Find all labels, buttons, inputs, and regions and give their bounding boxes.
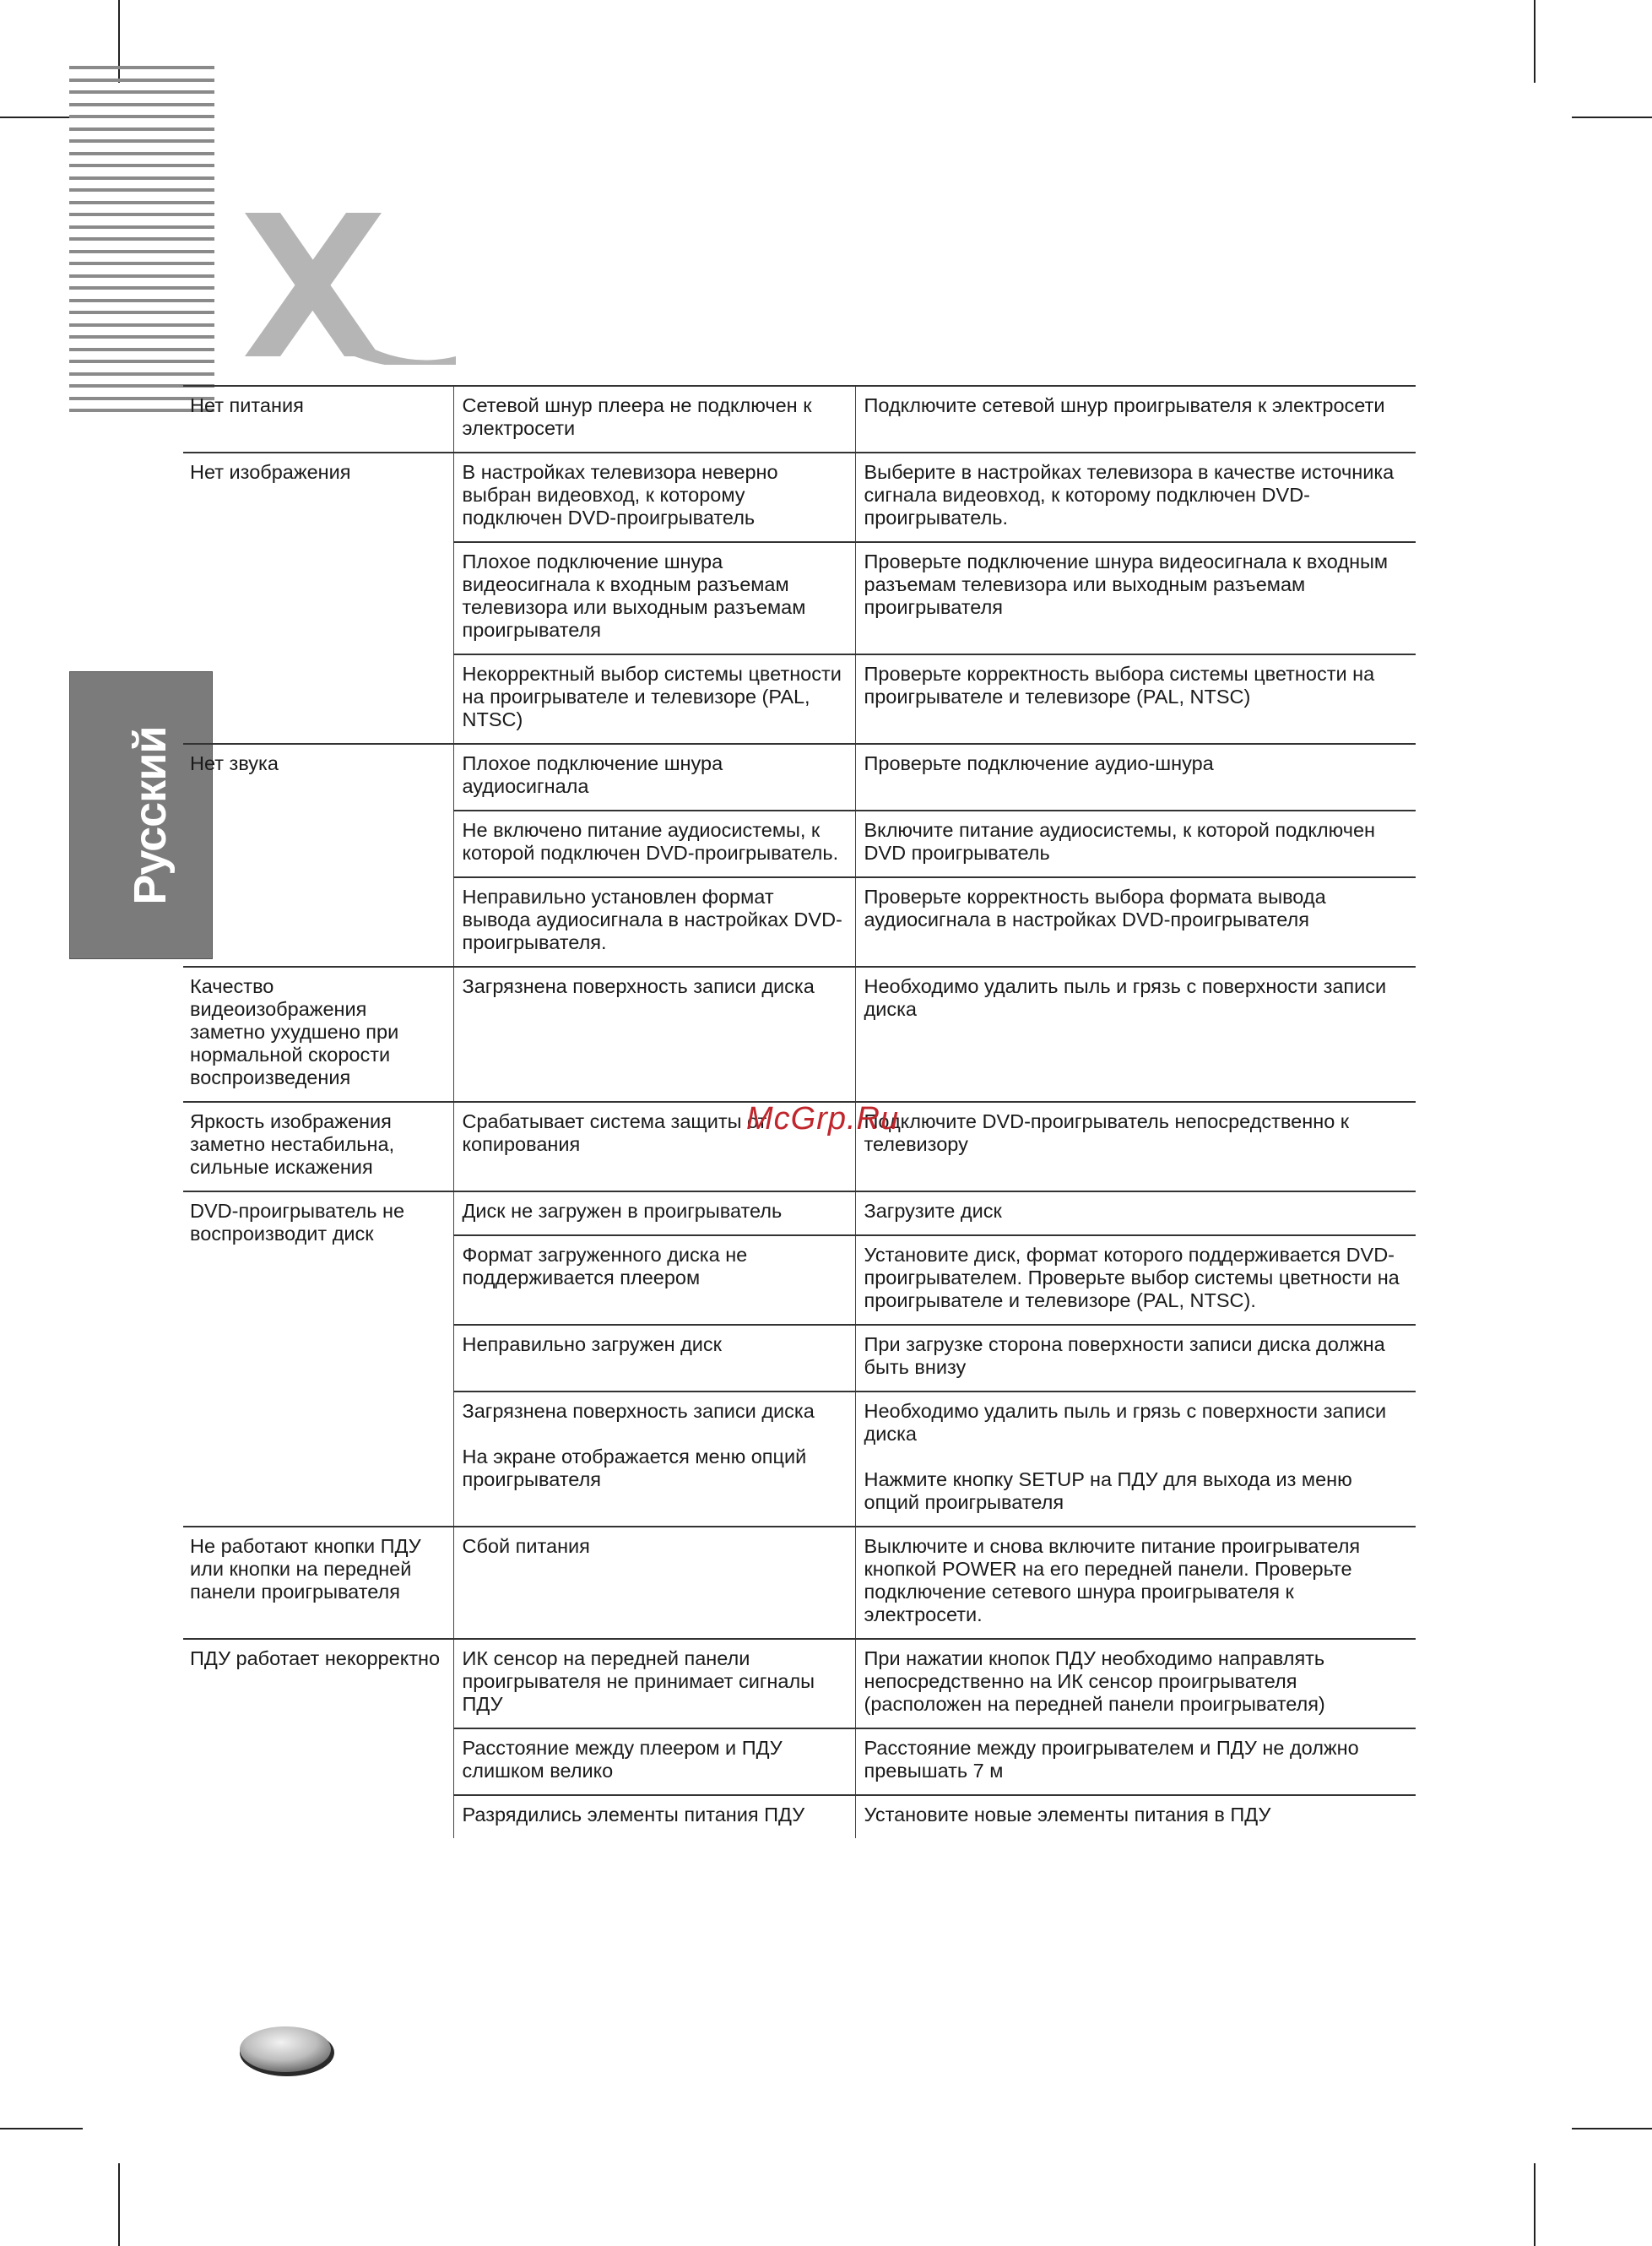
cause-cell: Формат загруженного диска не поддерживается плеером	[453, 1235, 855, 1325]
cause-text: Загрязнена поверхность записи диска	[462, 1400, 815, 1422]
problem-cell: Нет изображения	[183, 453, 453, 744]
crop-mark	[1534, 2163, 1536, 2246]
crop-mark	[1534, 0, 1536, 83]
solution-cell: Выключите и снова включите питание проигрывателя кнопкой POWER на его передней панели. Проверьте подключение сетевого шнура проигрывателя к электросети.	[855, 1527, 1416, 1639]
cause-cell: Неправильно установлен формат вывода аудиосигнала в настройках DVD-проигрывателя.	[453, 877, 855, 967]
crop-mark	[1572, 117, 1652, 118]
cause-cell: Неправильно загружен диск	[453, 1325, 855, 1392]
crop-mark	[1572, 2128, 1652, 2129]
solution-cell: Выберите в настройках телевизора в качестве источника сигнала видеовход, к которому подключен DVD-проигрыватель.	[855, 453, 1416, 542]
problem-cell: Яркость изображения заметно нестабильна, сильные искажения	[183, 1102, 453, 1191]
cause-cell	[453, 1392, 855, 1527]
solution-cell: Установите диск, формат которого поддерживается DVD-проигрывателем. Проверьте выбор системы цветности на проигрывателе и телевизоре (PAL, NTSC).	[855, 1235, 1416, 1325]
solution-cell	[855, 1392, 1416, 1527]
cause-cell: Срабатывает система защиты от копирования	[453, 1102, 855, 1191]
language-tab-label: Русский	[125, 726, 176, 905]
crop-mark	[0, 2128, 83, 2129]
solution-text-secondary: Нажмите кнопку SETUP на ПДУ для выхода из меню опций проигрывателя	[864, 1468, 1352, 1513]
table-row	[183, 967, 1416, 1102]
cause-cell: Плохое подключение шнура аудиосигнала	[453, 744, 855, 811]
cause-cell: Загрязнена поверхность записи диска	[453, 967, 855, 1102]
solution-cell: Проверьте корректность выбора системы цветности на проигрывателе и телевизоре (PAL, NTSC)	[855, 654, 1416, 744]
table-row	[183, 1191, 1416, 1235]
cause-cell: В настройках телевизора неверно выбран видеовход, к которому подключен DVD-проигрыватель	[453, 453, 855, 542]
page-badge-icon	[236, 2022, 338, 2078]
cause-cell: Некорректный выбор системы цветности на проигрывателе и телевизоре (PAL, NTSC)	[453, 654, 855, 744]
solution-cell: При нажатии кнопок ПДУ необходимо направлять непосредственно на ИК сенсор проигрывателя (расположен на передней панели проигрывателя)	[855, 1639, 1416, 1728]
solution-cell: Проверьте подключение шнура видеосигнала к входным разъемам телевизора или выходным разъемам проигрывателя	[855, 542, 1416, 654]
problem-cell: ПДУ работает некорректно	[183, 1639, 453, 1838]
solution-cell: Расстояние между проигрывателем и ПДУ не должно превышать 7 м	[855, 1728, 1416, 1795]
cause-cell: Диск не загружен в проигрыватель	[453, 1191, 855, 1235]
table-row	[183, 1639, 1416, 1728]
table-row	[183, 453, 1416, 542]
problem-cell: Нет питания	[183, 386, 453, 453]
cause-cell: Не включено питание аудиосистемы, к которой подключен DVD-проигрыватель.	[453, 811, 855, 877]
solution-cell: Проверьте корректность выбора формата вывода аудиосигнала в настройках DVD-проигрывателя	[855, 877, 1416, 967]
solution-cell: Подключите сетевой шнур проигрывателя к электросети	[855, 386, 1416, 453]
cause-cell: Плохое подключение шнура видеосигнала к входным разъемам телевизора или выходным разъемам проигрывателя	[453, 542, 855, 654]
table-row	[183, 386, 1416, 453]
solution-cell: Подключите DVD-проигрыватель непосредственно к телевизору	[855, 1102, 1416, 1191]
solution-text: Необходимо удалить пыль и грязь с поверхности записи диска	[864, 1400, 1387, 1445]
problem-cell: Не работают кнопки ПДУ или кнопки на передней панели проигрывателя	[183, 1527, 453, 1639]
solution-cell: При загрузке сторона поверхности записи диска должна быть внизу	[855, 1325, 1416, 1392]
table-row	[183, 744, 1416, 811]
cause-cell: ИК сенсор на передней панели проигрывателя не принимает сигналы ПДУ	[453, 1639, 855, 1728]
crop-mark	[118, 2163, 120, 2246]
solution-cell: Проверьте подключение аудио-шнура	[855, 744, 1416, 811]
cause-text-secondary: На экране отображается меню опций проигрывателя	[462, 1446, 807, 1490]
table-row	[183, 1527, 1416, 1639]
solution-cell: Установите новые элементы питания в ПДУ	[855, 1795, 1416, 1838]
solution-cell: Необходимо удалить пыль и грязь с поверхности записи диска	[855, 967, 1416, 1102]
problem-cell: Качество видеоизображения заметно ухудшено при нормальной скорости воспроизведения	[183, 967, 453, 1102]
logo-stripes	[69, 66, 214, 421]
logo-x-icon	[228, 196, 456, 365]
problem-cell: Нет звука	[183, 744, 453, 967]
cause-cell: Расстояние между плеером и ПДУ слишком велико	[453, 1728, 855, 1795]
solution-cell: Загрузите диск	[855, 1191, 1416, 1235]
cause-cell: Сетевой шнур плеера не подключен к электросети	[453, 386, 855, 453]
cause-cell: Разрядились элементы питания ПДУ	[453, 1795, 855, 1838]
cause-cell: Сбой питания	[453, 1527, 855, 1639]
watermark: McGrp.Ru	[746, 1101, 900, 1137]
problem-cell: DVD-проигрыватель не воспроизводит диск	[183, 1191, 453, 1527]
solution-cell: Включите питание аудиосистемы, к которой подключен DVD проигрыватель	[855, 811, 1416, 877]
